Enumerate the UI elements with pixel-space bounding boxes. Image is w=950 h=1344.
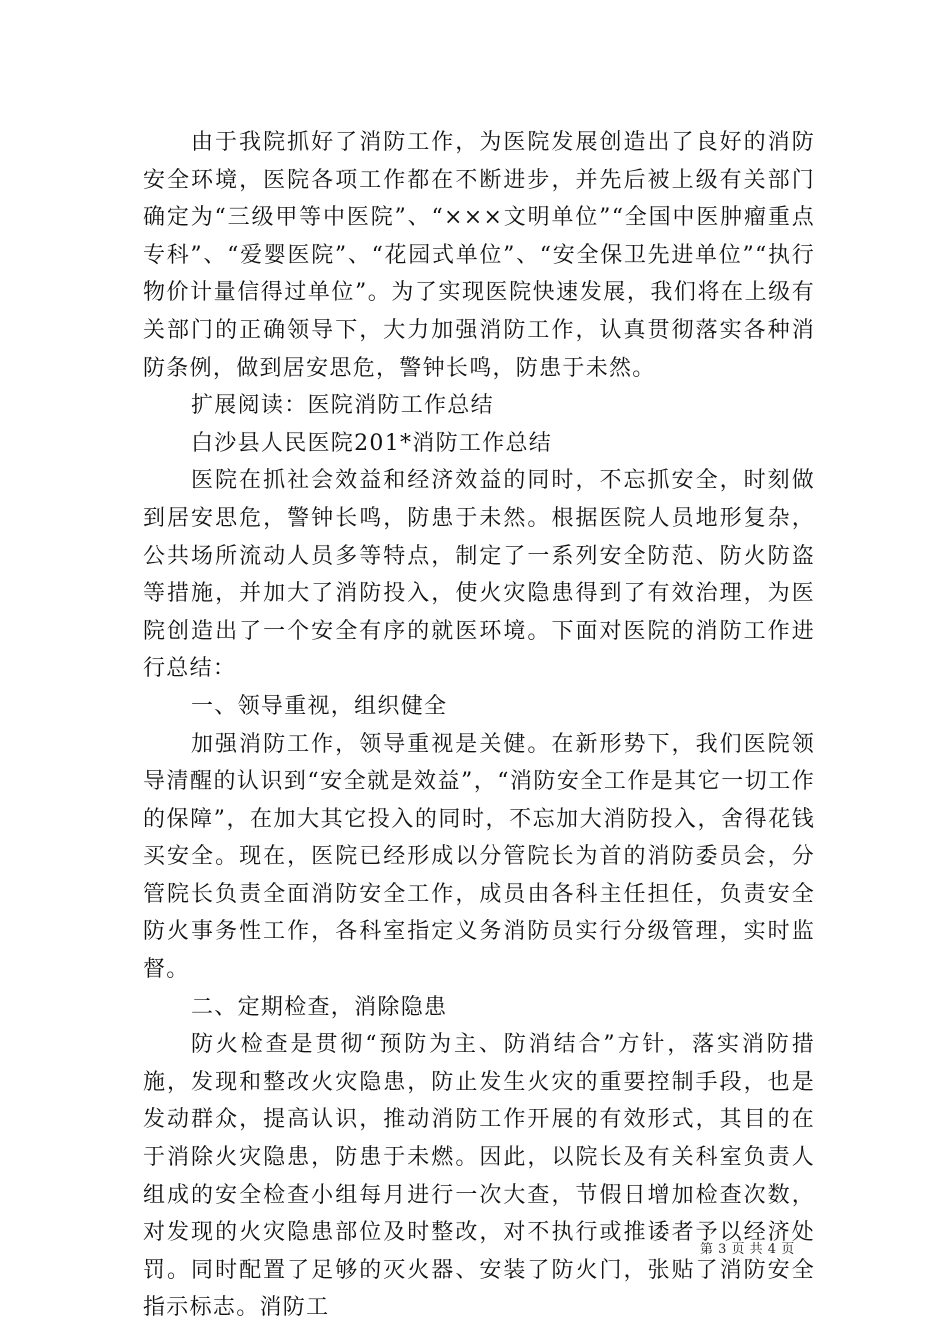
document-body [143,124,815,1327]
paragraph-leadership: 加强消防工作，领导重视是关健。在新形势下，我们医院领导清醒的认识到“安全就是效益”，“消防安全工作是其它一切工作的保障”，在加大其它投入的同时，不忘加大消防投入，舍得花钱买安全。现在，医院已经形成以分管院长为首的消防委员会，分管院长负责全面消防安全工作，成员由各科主任担任，负责安全防火事务性工作，各科室指定义务消防员实行分级管理，实时监督。 [143,731,815,983]
section-heading-leadership: 一、领导重视，组织健全 [191,693,448,719]
paragraph-closing-summary: 由于我院抓好了消防工作，为医院发展创造出了良好的消防安全环境，医院各项工作都在不断进步，并先后被上级有关部门确定为“三级甲等中医院”、“×××文明单位”“全国中医肿瘤重点专科”、“爱婴医院”、“花园式单位”、“安全保卫先进单位”“执行物价计量信得过单位”。为了实现医院快速发展，我们将在上级有关部门的正确领导下，大力加强消防工作，认真贯彻落实各种消防条例，做到居安思危，警钟长鸣，防患于未然。 [143,130,815,381]
paragraph-extended-reading: 扩展阅读：医院消防工作总结 [191,393,494,419]
paragraph-inspection: 防火检查是贯彻“预防为主、防消结合”方针，落实消防措施，发现和整改火灾隐患，防止发生火灾的重要控制手段，也是发动群众，提高认识，推动消防工作开展的有效形式，其目的在于消除火灾隐患，防患于未燃。因此，以院长及有关科室负责人组成的安全检查小组每月进行一次大查，节假日增加检查次数，对发现的火灾隐患部位及时整改，对不执行或推诿者予以经济处罚。同时配置了足够的灭火器、安装了防火门，张贴了消防安全指示标志。消防工 [143,1032,815,1321]
page-number-footer: 第 3 页 共 4 页 [700,1242,795,1257]
paragraph-introduction: 医院在抓社会效益和经济效益的同时，不忘抓安全，时刻做到居安思危，警钟长鸣，防患于未然。根据医院人员地形复杂，公共场所流动人员多等特点，制定了一系列安全防范、防火防盗等措施，并加大了消防投入，使火灾隐患得到了有效治理，为医院创造出了一个安全有序的就医环境。下面对医院的消防工作进行总结： [143,468,815,682]
paragraph-report-title: 白沙县人民医院201*消防工作总结 [191,430,553,456]
section-heading-inspection: 二、定期检查，消除隐患 [191,994,448,1020]
